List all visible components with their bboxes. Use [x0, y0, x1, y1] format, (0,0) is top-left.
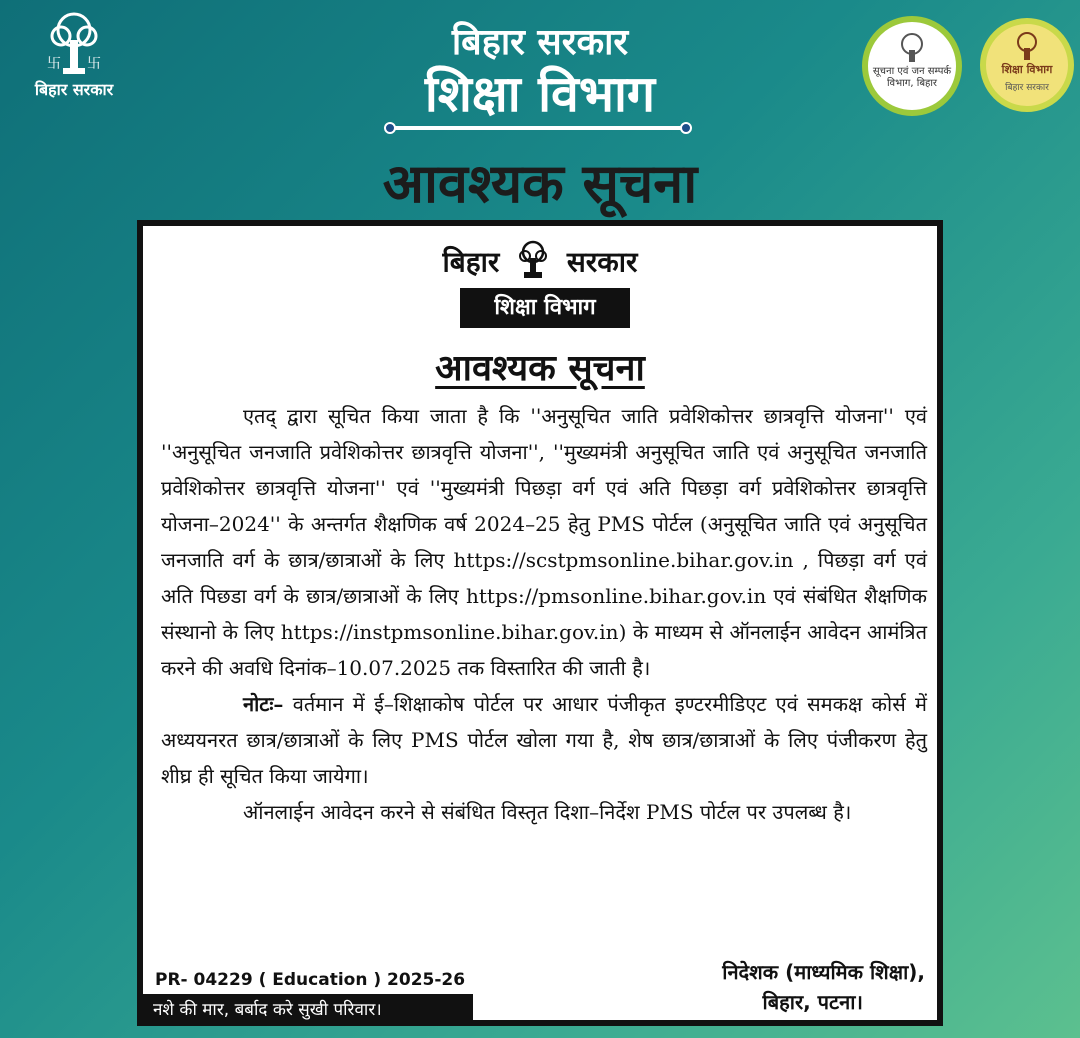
notice-card	[137, 220, 943, 1026]
page-title: आवश्यक सूचना	[382, 152, 698, 215]
notice-paragraph-main: एतद् द्वारा सूचित किया जाता है कि ''अनुसूचित जाति प्रवेशिकोत्तर छात्रवृत्ति योजना'' एवं ''अनुसूचित जनजाति प्रवेशिकोत्तर छात्रवृत्ति योजना'', ''मुख्यमंत्री अनुसूचित जाति एवं अनुसूचित जनजाति प्रवेशिकोत्तर छात्रवृत्ति योजना'' एवं ''मुख्यमंत्री पिछड़ा वर्ग एवं अति पिछड़ा वर्ग प्रवेशिकोत्तर छात्रवृत्ति योजना–2024'' के अन्तर्गत शैक्षणिक वर्ष 2024–25 हेतु PMS पोर्टल (अनुसूचित जाति एवं अनुसूचित जनजाति वर्ग के छात्र/छात्राओं के लिए https://scstpmsonline.bihar.gov.in , पिछड़ा वर्ग एवं अति पिछडा वर्ग के छात्र/छात्राओं के लिए https://pmsonline.bihar.gov.in एवं संबंधित शैक्षणिक संस्थानो के लिए https://instpmsonline.bihar.gov.in) के माध्यम से ऑनलाईन आवेदन आमंत्रित करने की अवधि दिनांक–10.07.2025 तक विस्तारित की जाती है।	[161, 404, 927, 680]
slogan-banner: नशे की मार, बर्बाद करे सुखी परिवार।	[143, 994, 473, 1026]
badge-right-text: शिक्षा विभाग	[1001, 63, 1053, 76]
notice-paragraph-note	[161, 686, 927, 794]
header-department: शिक्षा विभाग	[424, 65, 656, 123]
header-government: बिहार सरकार	[451, 22, 629, 63]
note-label: नोटः–	[243, 692, 284, 716]
pr-number: PR- 04229 ( Education ) 2025-26	[155, 970, 466, 990]
emblem-icon	[986, 26, 1068, 66]
notice-paragraph-guidelines: ऑनलाईन आवेदन करने से संबंधित विस्तृत दिशा–निर्देश PMS पोर्टल पर उपलब्ध है।	[243, 800, 852, 824]
badge-left-text: सूचना एवं जन सम्पर्क विभाग, बिहार	[872, 66, 952, 89]
education-department-badge	[980, 18, 1074, 112]
notice-title: आवश्यक सूचना	[435, 348, 645, 389]
notice-header	[143, 240, 937, 287]
divider-dot	[680, 122, 692, 134]
logo-caption: बिहार सरकार	[34, 80, 114, 99]
ipr-department-badge	[862, 16, 962, 116]
bihar-emblem-icon	[515, 240, 551, 287]
svg-text:卐: 卐	[87, 56, 101, 72]
header-divider	[390, 126, 686, 130]
notice-header-right: सरकार	[566, 245, 638, 279]
svg-text:卐: 卐	[47, 56, 61, 72]
emblem-icon	[868, 26, 956, 66]
notice-header-left: बिहार	[442, 245, 500, 279]
notice-body	[161, 398, 927, 830]
department-label: शिक्षा विभाग	[460, 288, 630, 328]
signatory-location: बिहार, पटना।	[762, 990, 863, 1014]
signatory-designation: निदेशक (माध्यमिक शिक्षा),	[722, 960, 925, 984]
divider-dot	[384, 122, 396, 134]
note-text: वर्तमान में ई–शिक्षाकोष पोर्टल पर आधार पंजीकृत इण्टरमीडिएट एवं समकक्ष कोर्स में अध्ययनरत छात्र/छात्राओं के लिए PMS पोर्टल खोला गया है, शेष छात्र/छात्राओं के लिए पंजीकरण हेतु शीघ्र ही सूचित किया जायेगा।	[161, 692, 927, 788]
badge-right-sub: बिहार सरकार	[1005, 83, 1049, 93]
